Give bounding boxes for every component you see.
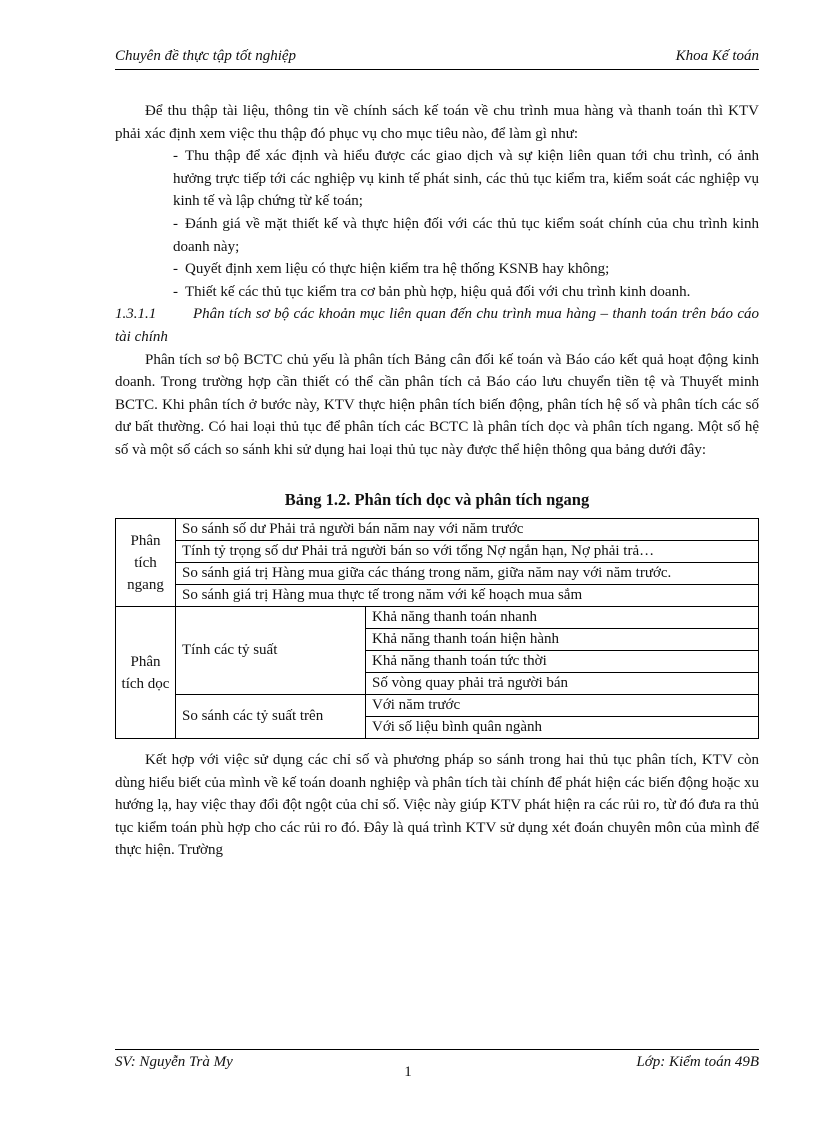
vertical-label: Phân tích dọc: [116, 607, 176, 739]
table-cell: Với năm trước: [366, 695, 759, 717]
table-row: [116, 695, 759, 717]
table-cell: Khả năng thanh toán tức thời: [366, 651, 759, 673]
table-row: [116, 563, 759, 585]
table-caption: Bảng 1.2. Phân tích dọc và phân tích ngang: [284, 489, 590, 509]
footer-student: SV: Nguyễn Trà My: [115, 1054, 233, 1070]
section-title: Phân tích sơ bộ các khoản mục liên quan đến chu trình mua hàng – thanh toán trên báo cáo tài chính: [115, 306, 759, 345]
table-cell: Khả năng thanh toán nhanh: [366, 607, 759, 629]
header-department: Khoa Kế toán: [675, 48, 759, 64]
table-row: [116, 585, 759, 607]
page-body: [115, 100, 759, 862]
bullet-item: - Đánh giá về mặt thiết kế và thực hiện đối với các thủ tục kiểm soát chính của chu trình kinh doanh này;: [173, 215, 759, 255]
table-cell: Với số liệu bình quân ngành: [366, 717, 759, 739]
horizontal-label: Phân tích ngang: [116, 519, 176, 607]
table-cell: So sánh giá trị Hàng mua thực tế trong năm với kế hoạch mua sắm: [176, 585, 759, 607]
page-number: 1: [404, 1064, 412, 1080]
table-cell: Số vòng quay phải trả người bán: [366, 673, 759, 695]
intro-paragraph: Để thu thập tài liệu, thông tin về chính sách kế toán về chu trình mua hàng và thanh toán thì KTV phải xác định xem việc thu thập đó phục vụ cho mục tiêu nào, để làm gì như:: [115, 103, 759, 142]
header-title: Chuyên đề thực tập tốt nghiệp: [115, 48, 297, 64]
footer-class: Lớp: Kiểm toán 49B: [636, 1054, 759, 1070]
table-row: [116, 541, 759, 563]
group-name: So sánh các tỷ suất trên: [176, 695, 366, 739]
table-cell: Khả năng thanh toán hiện hành: [366, 629, 759, 651]
table-row: [116, 607, 759, 629]
section-heading: [115, 303, 759, 348]
bullet-item: - Thiết kế các thủ tục kiểm tra cơ bản phù hợp, hiệu quả đối với chu trình kinh doanh.: [173, 283, 691, 300]
bullet-item: - Quyết định xem liệu có thực hiện kiểm tra hệ thống KSNB hay không;: [173, 261, 610, 278]
group-name: Tính các tỷ suất: [176, 607, 366, 695]
section-number: 1.3.1.1: [115, 306, 157, 323]
analysis-table: [115, 518, 759, 739]
table-cell: So sánh giá trị Hàng mua giữa các tháng trong năm, giữa năm nay với năm trước.: [176, 563, 759, 585]
page-header: [115, 48, 759, 70]
table-cell: So sánh số dư Phải trả người bán năm nay với năm trước: [176, 519, 759, 541]
analysis-paragraph: Phân tích sơ bộ BCTC chủ yếu là phân tích Bảng cân đối kế toán và Báo cáo kết quả hoạt động kinh doanh. Trong trường hợp cần thiết có thể cần phân tích cả Báo cáo lưu chuyển tiền tệ và Thuyết minh BCTC. Khi phân tích ở bước này, KTV thực hiện phân tích biến động, phân tích hệ số và phân tích các số dư bất thường. Có hai loại thủ tục để phân tích các BCTC là phân tích dọc và phân tích ngang. Một số hệ số và một số cách so sánh khi sử dụng hai loại thủ tục này được thể hiện thông qua bảng dưới đây:: [115, 351, 759, 458]
table-cell: Tính tỷ trọng số dư Phải trả người bán so với tổng Nợ ngắn hạn, Nợ phải trả…: [176, 541, 759, 563]
table-row: [116, 519, 759, 541]
bullet-item: - Thu thập để xác định và hiểu được các giao dịch và sự kiện liên quan tới chu trình, có ảnh hưởng trực tiếp tới các nghiệp vụ kinh tế phát sinh, các thủ tục kiểm tra, kiểm soát các nghiệp vụ kinh tế và lập chứng từ kế toán;: [173, 148, 759, 210]
conclusion-paragraph: Kết hợp với việc sử dụng các chỉ số và phương pháp so sánh trong hai thủ tục phân tích, KTV còn dùng hiểu biết của mình về kế toán doanh nghiệp và phân tích tài chính để phát hiện các biến động hoặc xu hướng lạ, hay việc thay đổi đột ngột của chỉ số. Việc này giúp KTV phát hiện ra các rủi ro, từ đó đưa ra thủ tục kiểm toán phù hợp cho các rủi ro đó. Đây là quá trình KTV sử dụng xét đoán chuyên môn của mình để thực hiện. Trường: [115, 752, 759, 859]
